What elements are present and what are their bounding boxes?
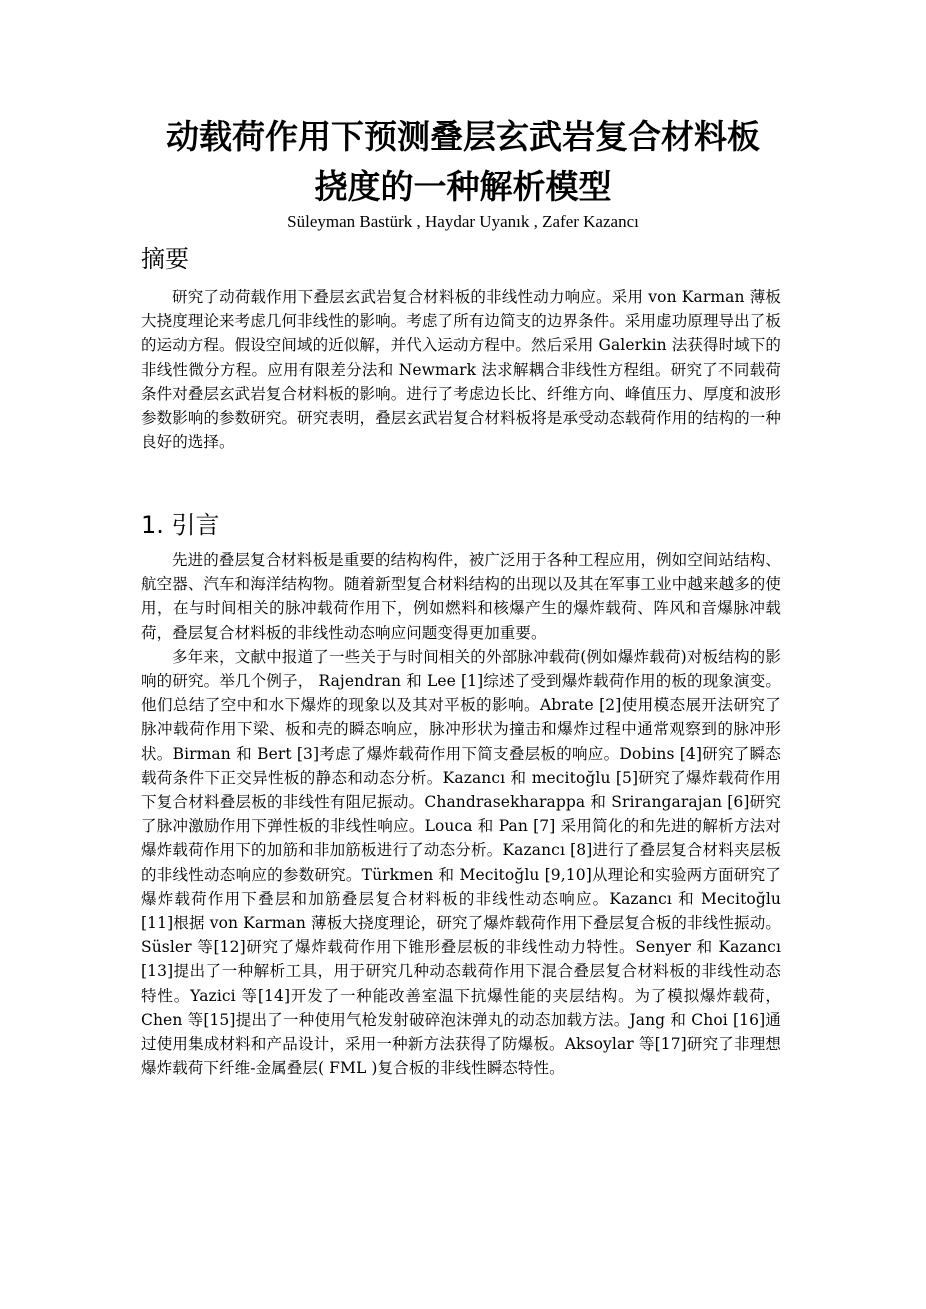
abstract-paragraph: 研究了动荷载作用下叠层玄武岩复合材料板的非线性动力响应。采用 von Karman 薄板大挠度理论来考虑几何非线性的影响。考虑了所有边简支的边界条件。采用虚功原理导出了板的运动方程。假设空间域的近似解，并代入运动方程中。然后采用 Galerkin 法获得时域下的非线性微分方程。应用有限差分法和 Newmark 法求解耦合非线性方程组。研究了不同载荷条件对叠层玄武岩复合材料板的影响。进行了考虑边长比、纤维方向、峰值压力、厚度和波形参数影响的参数研究。研究表明，叠层玄武岩复合材料板将是承受动态载荷作用的结构的一种良好的选择。 bbox=[141, 288, 781, 452]
abstract-section bbox=[141, 285, 781, 454]
introduction-section bbox=[141, 548, 781, 1080]
intro-paragraph-2: 多年来，文献中报道了一些关于与时间相关的外部脉冲载荷(例如爆炸载荷)对板结构的影响的研究。举几个例子， Rajendran 和 Lee [1]综述了受到爆炸载荷作用的板的现象演变。他们总结了空中和水下爆炸的现象以及其对平板的影响。Abrate [2]使用模态展开法研究了脉冲载荷作用下梁、板和壳的瞬态响应，脉冲形状为撞击和爆炸过程中通常观察到的脉冲形状。Birman 和 Bert [3]考虑了爆炸载荷作用下简支叠层板的响应。Dobins [4]研究了瞬态载荷条件下正交异性板的静态和动态分析。Kazancı 和 mecitoğlu [5]研究了爆炸载荷作用下复合材料叠层板的非线性有阻尼振动。Chandrasekharappa 和 Srirangarajan [6]研究了脉冲激励作用下弹性板的非线性响应。Louca 和 Pan [7] 采用简化的和先进的解析方法对爆炸载荷作用下的加筋和非加筋板进行了动态分析。Kazancı [8]进行了叠层复合材料夹层板的非线性动态响应的参数研究。Türkmen 和 Mecitoğlu [9,10]从理论和实验两方面研究了爆炸载荷作用下叠层和加筋叠层复合材料板的非线性动态响应。Kazancı 和 Mecitoğlu [11]根据 von Karman 薄板大挠度理论，研究了爆炸载荷作用下叠层复合板的非线性振动。Süsler 等[12]研究了爆炸载荷作用下锥形叠层板的非线性动力特性。Senyer 和 Kazancı [13]提出了一种解析工具，用于研究几种动态载荷作用下混合叠层复合材料板的非线性动态特性。Yazici 等[14]开发了一种能改善室温下抗爆性能的夹层结构。为了模拟爆炸载荷，Chen 等[15]提出了一种使用气枪发射破碎泡沫弹丸的动态加载方法。Jang 和 Choi [16]通过使用集成材料和产品设计，采用一种新方法获得了防爆板。Aksoylar 等[17]研究了非理想爆炸载荷下纤维-金属叠层( FML )复合板的非线性瞬态特性。 bbox=[141, 647, 781, 1078]
paper-title bbox=[100, 112, 826, 212]
paper-title-line-1: 动载荷作用下预测叠层玄武岩复合材料板 bbox=[166, 117, 760, 156]
abstract-heading: 摘要 bbox=[141, 245, 189, 273]
intro-paragraph-1: 先进的叠层复合材料板是重要的结构构件，被广泛用于各种工程应用，例如空间站结构、航空器、汽车和海洋结构物。随着新型复合材料结构的出现以及其在军事工业中越来越多的使用，在与时间相关的脉冲载荷作用下，例如燃料和核爆产生的爆炸载荷、阵风和音爆脉冲载荷，叠层复合材料板的非线性动态响应问题变得更加重要。 bbox=[141, 551, 781, 642]
introduction-heading: 1. 引言 bbox=[141, 511, 220, 539]
paper-title-line-2: 挠度的一种解析模型 bbox=[314, 167, 612, 206]
author-list: Süleyman Bastürk , Haydar Uyanık , Zafer Kazancı bbox=[287, 212, 639, 231]
